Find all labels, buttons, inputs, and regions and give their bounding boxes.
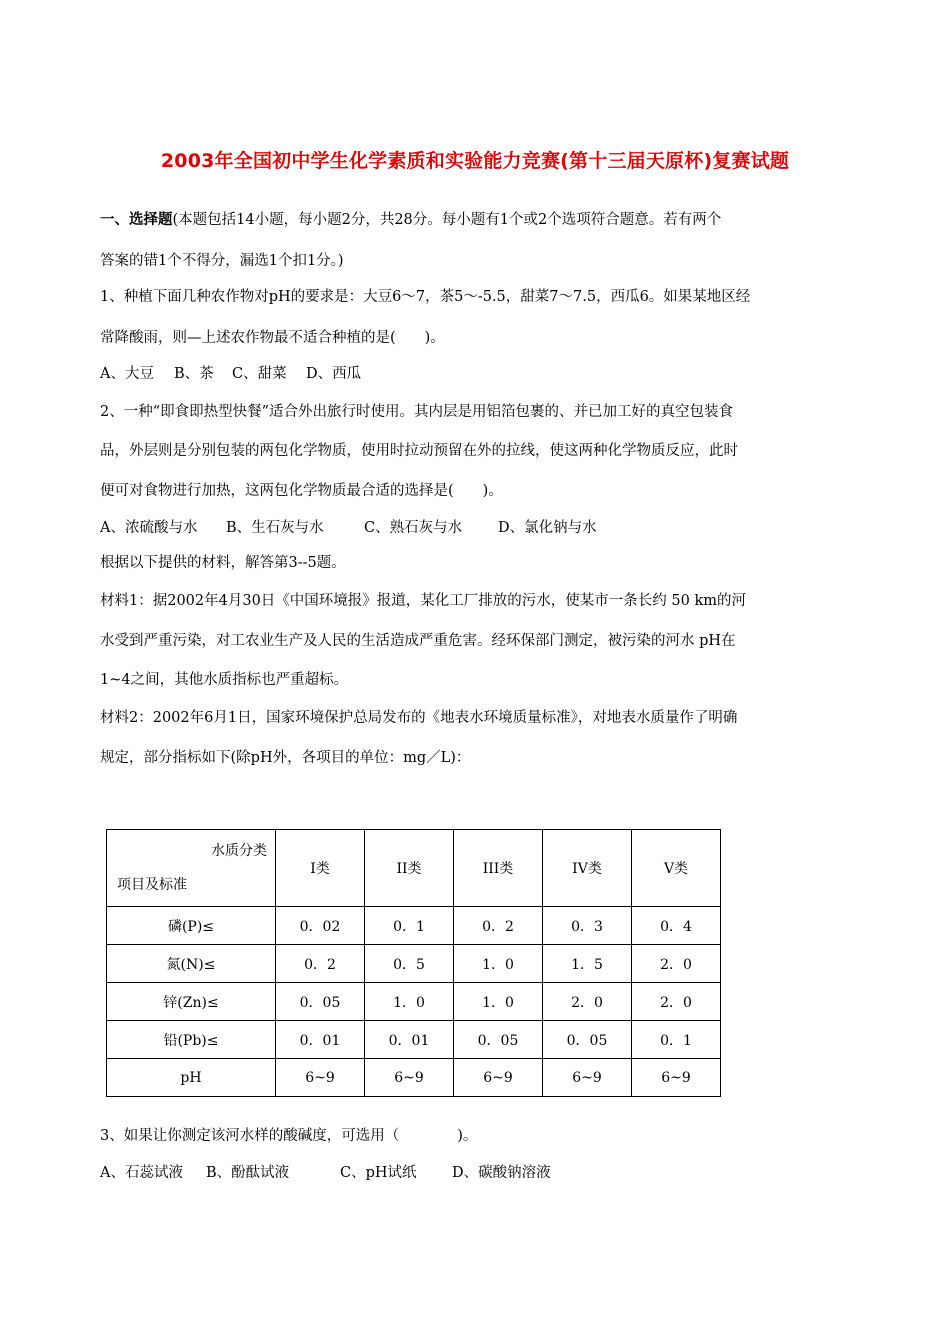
- water-quality-table: [106, 829, 721, 1097]
- table-cell: 0．2: [454, 907, 543, 945]
- option-c: C、熟石灰与水: [364, 520, 463, 536]
- table-cell: 6~9: [365, 1059, 454, 1097]
- option-d: D、碳酸钠溶液: [452, 1165, 551, 1181]
- table-cell: 0．05: [454, 1021, 543, 1059]
- question-3-options: [100, 1166, 551, 1181]
- option-b: B、茶: [174, 366, 214, 382]
- table-cell: 0．4: [632, 907, 721, 945]
- material-1-line3: 1~4之间，其他水质指标也严重超标。: [100, 672, 349, 688]
- row-item: 氮(N)≤: [107, 945, 276, 983]
- document-title: 2003年全国初中学生化学素质和实验能力竞赛(第十三届天原杯)复赛试题: [160, 150, 790, 172]
- option-a: A、石蕊试液: [100, 1165, 183, 1181]
- question-1-line1: 1、种植下面几种农作物对pH的要求是：大豆6～7，茶5～-5.5，甜菜7～7.5，西瓜6。如果某地区经: [100, 289, 751, 305]
- table-row: [107, 1021, 721, 1059]
- option-b: B、酚酞试液: [206, 1165, 290, 1181]
- table-cell: 0．05: [276, 983, 365, 1021]
- section-description: (本题包括14小题，每小题2分，共28分。每小题有1个或2个选项符合题意。若有两个: [172, 212, 722, 228]
- materials-intro: 根据以下提供的材料，解答第3--5题。: [100, 555, 346, 571]
- row-item: pH: [107, 1059, 276, 1097]
- table-header-row: [107, 830, 721, 907]
- material-2-line2: 规定，部分指标如下(除pH外，各项目的单位：mg／L)：: [100, 750, 471, 766]
- table-row: [107, 983, 721, 1021]
- class-header: I类: [276, 830, 365, 907]
- material-1-line1: 材料1：据2002年4月30日《中国环境报》报道，某化工厂排放的污水，使某市一条长约 50 km的河: [100, 593, 747, 609]
- table-cell: 2．0: [632, 945, 721, 983]
- class-header: IV类: [543, 830, 632, 907]
- table-cell: 0．01: [276, 1021, 365, 1059]
- table-cell: 6~9: [276, 1059, 365, 1097]
- row-item: 锌(Zn)≤: [107, 983, 276, 1021]
- table-cell: 0．1: [632, 1021, 721, 1059]
- table-cell: 1．0: [454, 983, 543, 1021]
- option-c: C、甜菜: [232, 366, 287, 382]
- table-cell: 1．0: [454, 945, 543, 983]
- section-intro-line1: [100, 213, 721, 228]
- option-d: D、氯化钠与水: [498, 520, 597, 536]
- table-cell: 0．3: [543, 907, 632, 945]
- question-2-line1: 2、一种“即食即热型快餐”适合外出旅行时使用。其内层是用铝箔包裹的、并已加工好的真空包装食: [100, 404, 734, 420]
- corner-label-item: 项目及标准: [117, 877, 187, 893]
- table-cell: 0．01: [365, 1021, 454, 1059]
- question-1-line2: 常降酸雨，则—上述农作物最不适合种植的是( )。: [100, 330, 445, 346]
- table-row: [107, 907, 721, 945]
- table-corner-cell: [107, 830, 276, 907]
- option-d: D、西瓜: [306, 366, 362, 382]
- material-1-line2: 水受到严重污染，对工农业生产及人民的生活造成严重危害。经环保部门测定，被污染的河水 pH在: [100, 633, 736, 649]
- table-cell: 0．1: [365, 907, 454, 945]
- table-row: [107, 945, 721, 983]
- table-cell: 1．5: [543, 945, 632, 983]
- material-2-line1: 材料2：2002年6月1日，国家环境保护总局发布的《地表水环境质量标准》，对地表水质量作了明确: [100, 710, 738, 726]
- class-header: II类: [365, 830, 454, 907]
- corner-label-class: 水质分类: [211, 843, 267, 859]
- table-cell: 1．0: [365, 983, 454, 1021]
- option-a: A、浓硫酸与水: [100, 520, 198, 536]
- class-header: V类: [632, 830, 721, 907]
- question-2-line2: 品，外层则是分别包装的两包化学物质，使用时拉动预留在外的拉线，使这两种化学物质反应，此时: [100, 443, 738, 459]
- row-item: 铅(Pb)≤: [107, 1021, 276, 1059]
- question-2-line3: 便可对食物进行加热，这两包化学物质最合适的选择是( )。: [100, 483, 503, 499]
- table-cell: 6~9: [454, 1059, 543, 1097]
- row-item: 磷(P)≤: [107, 907, 276, 945]
- table-cell: 0．05: [543, 1021, 632, 1059]
- question-2-options: [100, 521, 597, 536]
- table-cell: 6~9: [632, 1059, 721, 1097]
- table-cell: 0．5: [365, 945, 454, 983]
- table-cell: 2．0: [632, 983, 721, 1021]
- section-intro-line2: 答案的错1个不得分，漏选1个扣1分。): [100, 253, 344, 269]
- table-cell: 0．02: [276, 907, 365, 945]
- table-cell: 6~9: [543, 1059, 632, 1097]
- table-cell: 0．2: [276, 945, 365, 983]
- table-cell: 2．0: [543, 983, 632, 1021]
- option-c: C、pH试纸: [340, 1165, 417, 1181]
- question-3-line1: 3、如果让你测定该河水样的酸碱度，可选用（ )。: [100, 1128, 478, 1144]
- table-row: [107, 1059, 721, 1097]
- option-b: B、生石灰与水: [226, 520, 324, 536]
- option-a: A、大豆: [100, 366, 154, 382]
- section-heading: 一、选择题: [100, 211, 173, 228]
- class-header: III类: [454, 830, 543, 907]
- question-1-options: [100, 367, 361, 382]
